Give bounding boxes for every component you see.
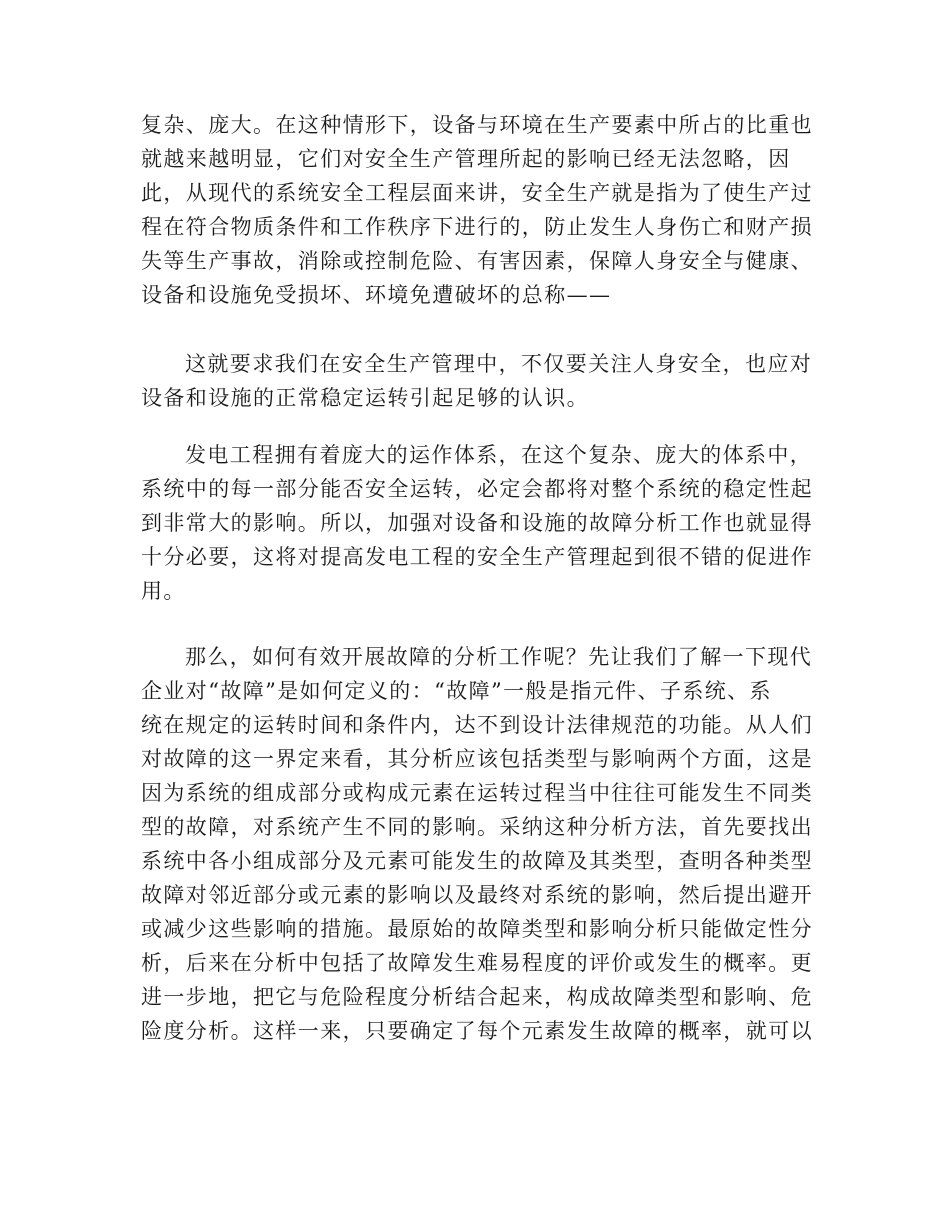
text-line: 这就要求我们在安全生产管理中，不仅要关注人身安全，也应对 xyxy=(185,352,813,376)
paragraph-equipment-attention xyxy=(141,347,821,415)
text-line: 复杂、庞大。在这种情形下，设备与环境在生产要素中所占的比重也 xyxy=(141,113,813,137)
text-line: 统在规定的运转时间和条件内，达不到设计法律规范的功能。从人们 xyxy=(141,713,813,737)
text-line: 用。 xyxy=(141,579,186,603)
text-line: 到非常大的影响。所以，加强对设备和设施的故障分析工作也就显得 xyxy=(141,511,813,535)
text-line: 析，后来在分析中包括了故障发生难易程度的评价或发生的概率。更 xyxy=(141,951,813,975)
text-line: 企业对“故障”是如何定义的：“故障”一般是指元件、子系统、系 xyxy=(141,679,772,703)
text-line: 或减少这些影响的措施。最原始的故障类型和影响分析只能做定性分 xyxy=(141,917,813,941)
text-line: 十分必要，这将对提高发电工程的安全生产管理起到很不错的促进作 xyxy=(141,545,813,569)
text-line: 型的故障，对系统产生不同的影响。采纳这种分析方法，首先要找出 xyxy=(141,815,813,839)
text-line: 失等生产事故，消除或控制危险、有害因素，保障人身安全与健康、 xyxy=(141,249,813,273)
text-line: 因为系统的组成部分或构成元素在运转过程当中往往可能发生不同类 xyxy=(141,781,813,805)
text-line: 设备和设施免受损坏、环境免遭破坏的总称—— xyxy=(141,283,612,307)
text-line: 进一步地，把它与危险程度分析结合起来，构成故障类型和影响、危 xyxy=(141,985,813,1009)
text-line: 系统中各小组成部分及元素可能发生的故障及其类型，查明各种类型 xyxy=(141,849,813,873)
paragraph-fault-analysis xyxy=(141,640,821,1048)
paragraph-safety-definition xyxy=(141,108,821,312)
text-line: 发电工程拥有着庞大的运作体系，在这个复杂、庞大的体系中， xyxy=(185,443,813,467)
text-line: 程在符合物质条件和工作秩序下进行的，防止发生人身伤亡和财产损 xyxy=(141,215,813,239)
paragraph-power-engineering xyxy=(141,438,821,608)
text-line: 系统中的每一部分能否安全运转，必定会都将对整个系统的稳定性起 xyxy=(141,477,813,501)
text-line: 设备和设施的正常稳定运转引起足够的认识。 xyxy=(141,386,589,410)
text-line: 故障对邻近部分或元素的影响以及最终对系统的影响，然后提出避开 xyxy=(141,883,813,907)
text-line: 对故障的这一界定来看，其分析应该包括类型与影响两个方面，这是 xyxy=(141,747,813,771)
text-line: 此，从现代的系统安全工程层面来讲，安全生产就是指为了使生产过 xyxy=(141,181,813,205)
text-line: 就越来越明显，它们对安全生产管理所起的影响已经无法忽略，因 xyxy=(141,147,791,171)
text-line: 险度分析。这样一来，只要确定了每个元素发生故障的概率，就可以 xyxy=(141,1019,813,1043)
text-line: 那么，如何有效开展故障的分析工作呢？先让我们了解一下现代 xyxy=(185,645,813,669)
